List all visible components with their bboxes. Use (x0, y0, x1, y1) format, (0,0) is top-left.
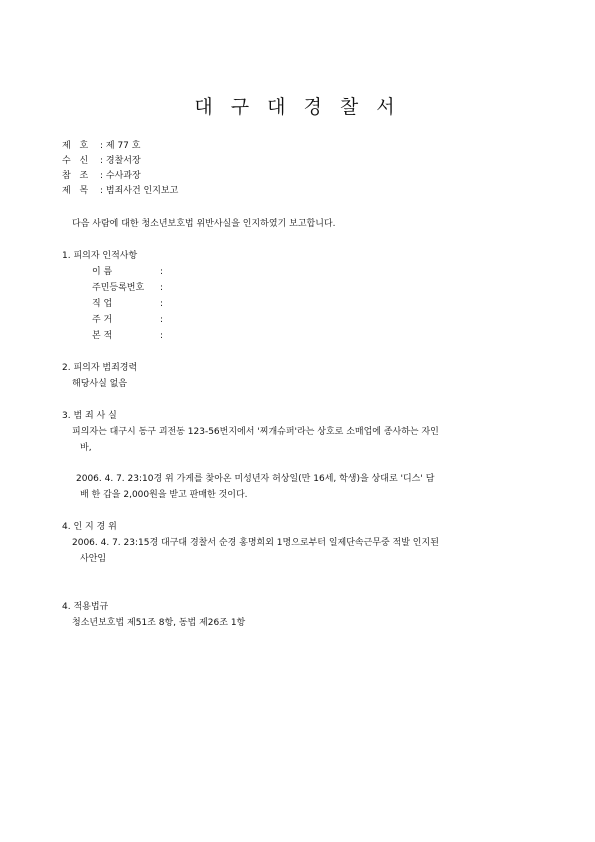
section3-para1-line2: 바, (80, 443, 92, 453)
field-label: 주민등록번호 (92, 283, 145, 293)
header-row-subject (62, 185, 178, 197)
document-title: 대 구 대 경 찰 서 (194, 96, 401, 118)
field-label: 이 름 (92, 267, 113, 277)
field-resident-number (92, 282, 163, 294)
field-value: : (160, 283, 164, 293)
field-value: : (160, 267, 164, 277)
section1-heading: 1. 피의자 인적사항 (62, 251, 138, 261)
header-value: : 범죄사건 인지보고 (100, 186, 179, 196)
intro-text: 다음 사람에 대한 청소년보호법 위반사실을 인지하였기 보고합니다. (72, 219, 336, 229)
header-label: 참 조 (62, 171, 92, 181)
field-value: : (160, 315, 164, 325)
field-label: 직 업 (92, 299, 113, 309)
field-value: : (160, 331, 164, 341)
field-value: : (160, 299, 164, 309)
header-row-recipient (62, 155, 141, 167)
section4-line1: 2006. 4. 7. 23:15경 대구대 경찰서 순경 홍명희외 1명으로부터 일제단속근무중 적발 인지된 (72, 538, 439, 548)
header-row-number (62, 140, 140, 152)
field-label: 본 적 (92, 331, 113, 341)
field-registered-domicile (92, 330, 163, 342)
section3-para1-line1: 피의자는 대구시 동구 괴전동 123-56번지에서 '찌개슈퍼'라는 상호로 소매업에 종사하는 자인 (72, 427, 439, 437)
field-residence (92, 314, 163, 326)
section4-line2: 사안임 (80, 554, 107, 564)
section5-body: 청소년보호법 제51조 8항, 동법 제26조 1항 (72, 618, 246, 628)
field-occupation (92, 298, 163, 310)
section2-heading: 2. 피의자 범죄경력 (62, 363, 138, 373)
section5-heading: 4. 적용법규 (62, 602, 109, 612)
header-value: : 경찰서장 (100, 156, 141, 166)
header-value: : 제 77 호 (100, 141, 141, 151)
header-value: : 수사과장 (100, 171, 141, 181)
field-label: 주 거 (92, 315, 113, 325)
section2-body: 해당사실 없음 (72, 379, 128, 389)
header-label: 수 신 (62, 156, 92, 166)
section3-heading: 3. 범 죄 사 실 (62, 411, 117, 421)
header-label: 제 호 (62, 141, 92, 151)
section4-heading: 4. 인 지 경 위 (62, 522, 117, 532)
section3-para2-line1: 2006. 4. 7. 23:10경 위 가게를 찾아온 미성년자 허상일(만 16세, 학생)을 상대로 '디스' 담 (76, 474, 435, 484)
header-label: 제 목 (62, 186, 92, 196)
section3-para2-line2: 배 한 갑을 2,000원을 받고 판매한 것이다. (80, 490, 248, 500)
field-name (92, 266, 163, 278)
header-row-reference (62, 170, 141, 182)
